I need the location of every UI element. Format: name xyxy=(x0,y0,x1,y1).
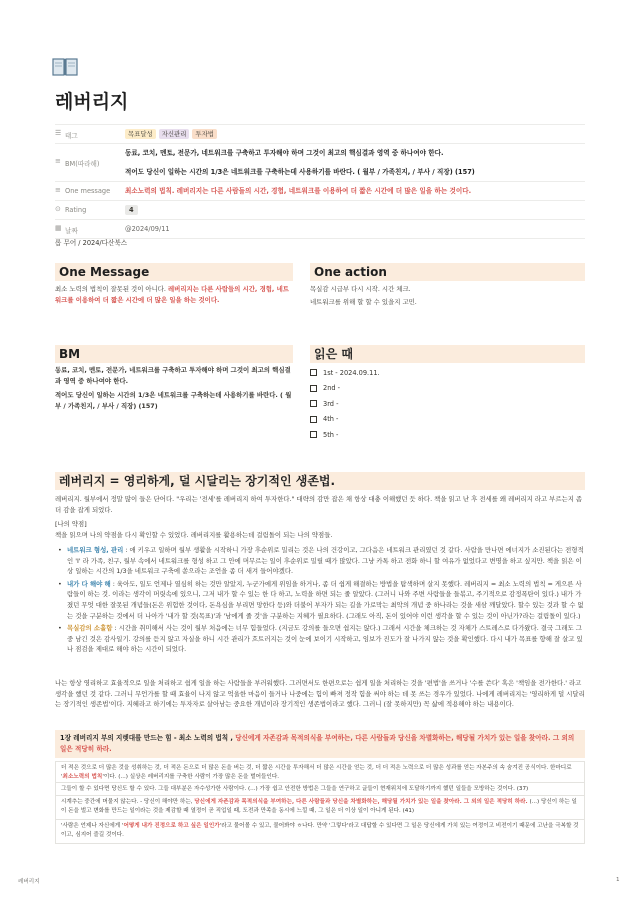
quote-block: '사람은 언제나 자신에게 '어떻게 내가 진정으로 하고 싶은 일인가'라고 물어볼 수 있고, 물어봐야 ㅎ나다. 만약 '그렇다'라고 대답할 수 있다면 그 일은 당신에게 가치 있는 여정이고 비전이기 때문에 고난을 극복할 것이고, 심지어 즐길 것이다. xyxy=(55,820,585,844)
property-date-label: 날짜 xyxy=(65,227,78,235)
list-item: • 내가 다 해야 해 : 육아도, 일도 언제나 열심히 하는 것만 알았지, 누군가에게 위임을 하거나, 좀 더 쉽게 해결하는 방법을 탐색하며 살지 못했다. 레버리지 = 최소 노력의 법칙 = 게으른 사람들이 하는 것. 이라는 생각이 머릿속에 있으니, 그저 내가 할 수 있는 한 다 하고, 노력을 하면 되는 줄 알았다. (그러니 나와 주변 사람들을 들볶고, 주기적으로 감정폭탄이 있다.) 내가 가졌던 무엇 대한 잘못된 개념들(돈은 위험한 것이다, 돈욕심을 부리면 망한다 등)와 더불어 부자가 되는 길을 가로막는 최악의 개념 중 하나라는 것을 새삼 깨달았다. 할수 있는 것과 할 수 없는 것을 구분하는 것에서 더 나아가 '내가 할 것(목표)'과 '남에게 줄 것'을 구분하는 지혜가 필요하다. (그래도 아직, 돈이 있어야 이런 생각을 할 수 있는 것이 아닌가?라는 걸림돌이 있다.) xyxy=(55,579,585,621)
date-value[interactable]: @2024/09/11 xyxy=(125,225,170,233)
one-action-line-1: 목실감 시급부 다시 시작. 시간 체크. xyxy=(310,285,411,293)
checkbox-icon[interactable] xyxy=(310,385,317,392)
tag-item[interactable]: 자신관리 xyxy=(159,129,190,139)
tag-item[interactable]: 투자법 xyxy=(192,129,217,139)
page-number: 1 xyxy=(616,877,620,883)
bm-text-2: 적어도 당신이 일하는 시간의 1/3은 네트워크를 구축하는데 사용하기를 바란다. ( 월부 / 가족친지, / 부사 / 직장) (157) xyxy=(55,391,292,410)
property-date-row[interactable] xyxy=(55,220,585,239)
one-message-heading: One Message xyxy=(55,263,293,281)
section-intro: 레버리지. 월부에서 정말 많이 들은 단어다. "우리는 '전세'를 레버리지 하여 투자한다." 대략의 감만 잡은 채 항상 대충 이해했던 듯 하다. 책을 읽고 난 후 전세를 왜 레버리지 라고 부르는지 좀 더 감을 잡게 되었다. xyxy=(55,495,583,514)
one-message-value: 최소노력의 법칙. 레버리지는 다른 사람들의 시간, 경험, 네트워크를 이용하여 더 짧은 시간에 더 많은 일을 하는 것이다. xyxy=(125,187,472,195)
breadcrumb: 롭 무어 / 2024/다산북스 xyxy=(55,239,128,247)
select-icon: ⊙ xyxy=(55,205,61,213)
checkbox-icon[interactable] xyxy=(310,400,317,407)
calendar-icon: ▦ xyxy=(55,224,62,232)
list-item: • 목실감의 소홀함 : 시간을 취미해서 사는 것이 월부 처음에는 너무 힘들었다. (지금도 강의를 들으면 쉽지는 않다.) 그래서 시간을 체크하는 것 자체가 스트레스로 다가왔다. 결국 그래도 그 중 남긴 것은 감사일기. 강의를 듣지 않고 자실을 하니 시간 관리가 흐트러지는 것이 눈에 보이기 시작하고, 임보가 진도가 잘 나가지 않는 것을 확인했다. 다시 내가 목표를 향해 잘 살고 있나 점검을 제대로 해야 하는 시간이 되었다. xyxy=(55,623,585,655)
read-checklist-item[interactable]: 5th - xyxy=(310,427,380,443)
property-bm-row[interactable] xyxy=(55,144,585,182)
property-bm-label: BM(따라해) xyxy=(65,160,100,168)
property-one-message-row[interactable] xyxy=(55,182,585,201)
bullet-icon: • xyxy=(58,546,62,554)
checkbox-icon[interactable] xyxy=(310,431,317,438)
section-heading: 레버리지 = 영리하게, 덜 시달리는 장기적인 생존법. xyxy=(55,472,585,490)
read-checklist-item[interactable]: 3rd - xyxy=(310,396,380,412)
checkbox-icon[interactable] xyxy=(310,369,317,376)
properties-table xyxy=(55,124,585,239)
bm-text-1: 동료, 코치, 멘토, 전문가, 네트워크를 구축하고 투자해야 하며 그것이 최고의 핵심결과 영역 중 하나여야 한다. xyxy=(125,149,444,157)
text-icon: ≡ xyxy=(55,186,61,194)
one-action-heading: One action xyxy=(310,263,585,281)
text-icon: ≡ xyxy=(55,157,61,165)
bm-text-1: 동료, 코치, 멘토, 전문가, 네트워크를 구축하고 투자해야 하며 그것이 최고의 핵심결과 영역 중 하나여야 한다. xyxy=(55,366,291,385)
checkbox-icon[interactable] xyxy=(310,416,317,423)
weakness-list xyxy=(55,545,585,657)
bm-heading: BM xyxy=(55,345,293,363)
bullet-icon: • xyxy=(58,579,62,588)
tag-list xyxy=(123,125,585,143)
book-emoji-icon xyxy=(52,56,78,78)
list-icon: ☰ xyxy=(55,129,62,137)
quote-block: 시계추는 중간에 머물지 않는다. - 당신이 해야만 하는, 당신에게 자존감과 목적의식을 부여하는, 다른 사람들과 당신을 차별화하는, 해당될 가치가 있는 일을 찾아라. 그 외의 일은 적당히 하라. (...) 당신이 하는 일이 돈을 벌고 변화를 만드는 일이라는 것을 제감할 때 열정이 곧 직업일 때, 도전과 만족을 동시에 느낄 때, 그 일은 더 이상 일이 아니게 된다. (41) xyxy=(55,796,585,820)
page-title: 레버리지 xyxy=(55,91,129,113)
read-when-heading: 읽은 때 xyxy=(310,345,585,363)
my-weak-text: 책을 읽으며 나의 약점을 다시 확인할 수 있었다. 레버리지를 활용하는데 걸림돌이 되는 나의 약점들. xyxy=(55,531,333,539)
section-closing: 나는 항상 영리하고 효율적으로 일을 처리하고 쉽게 일을 하는 사람들을 부러워했다. 그러면서도 한편으로는 쉽게 일을 처리하는 것을 '편법'을 쓰거나 '수를 쓴다' 혹은 '책임을 전가한다.' 라고 생각을 했던 것 같다. 그러니 무언가를 할 때 효율이 나지 않고 억울한 마음이 들거나 나중에는 힘이 빠져 정작 힘을 써야 하는 데 못 쓰는 경우가 있었다. 나에게 레버리지는 '영리하게 덜 시달리는 장기적인 생존법'이다. 지혜라고 하기에는 투자자로 살아남는 중요한 개념이라 장기적인 생존법이라고 했다. 그러니 (잘 못하지만) 꼭 삶에 적용해야 하는 내용이다. xyxy=(55,679,585,709)
bullet-icon: • xyxy=(58,624,62,633)
read-checklist-item[interactable]: 1st - 2024.09.11. xyxy=(310,365,380,381)
rating-value[interactable]: 4 xyxy=(125,205,138,215)
property-tag-label: 태그 xyxy=(65,132,78,140)
read-checklist-item[interactable]: 4th - xyxy=(310,412,380,428)
property-rating-row[interactable] xyxy=(55,201,585,220)
my-weak-label: [나의 약점] xyxy=(55,520,87,528)
chapter-callout: 1장 레버리지 부의 지렛대를 만드는 힘 - 최소 노력의 법칙 , 당신에게 자존감과 목적의식을 부여하는, 다른 사람들과 당신을 차별화하는, 해당될 가치가 있는 일을 찾아라. 그 외의 일은 적당히 하라. xyxy=(55,730,585,758)
read-checklist xyxy=(310,365,380,443)
property-rating-label: Rating xyxy=(65,206,87,214)
one-action-line-2: 네트워크를 위해 할 할 수 있을지 고민. xyxy=(310,298,417,306)
footer-title: 레버리지 xyxy=(18,879,40,885)
bm-text-2: 적어도 당신이 일하는 시간의 1/3은 네트워크를 구축하는데 사용하기를 바란다. ( 월부 / 가족친지, / 부사 / 직장) (157) xyxy=(125,168,475,176)
tag-item[interactable]: 목표달성 xyxy=(125,129,156,139)
one-message-text: 최소 노력의 법칙이 잘못된 것이 아니다. 레버리지는 다른 사람들의 시간, 경험, 네트워크를 이용하여 더 짧은 시간에 더 많은 일을 하는 것이다. xyxy=(55,285,289,304)
quote-block: 더 적은 것으로 더 많은 것을 성취하는 것, 더 적은 돈으로 더 많은 돈을 버는 것, 더 짧은 시간을 투자해서 더 많은 시간을 얻는 것, 더 더 적은 노력으로 더 많은 성과를 얻는 자본주의 속 숨겨진 공식이다. 한마디로 '최소노력의 법칙'이다. (...) 실상은 레버리지를 구축한 사람이 가장 많은 돈을 벌어들인다. xyxy=(55,761,585,783)
property-tag-row[interactable] xyxy=(55,125,585,144)
read-checklist-item[interactable]: 2nd - xyxy=(310,381,380,397)
quote-block: 그들이 할 수 있다면 당신도 할 수 있다. 그들 대부분은 자수성가한 사람이다. (...) 가장 쉽고 안전한 방법은 그들을 연구하고 글들이 현재위치에 도달하기까지 했던 일들을 모방하는 것이다. (37) xyxy=(55,783,585,796)
property-one-message-label: One message xyxy=(65,187,111,195)
list-item: • 네트워크 형성, 관리 : 애 키우고 일하며 월부 생활을 시작하니 가장 후순위로 밀리는 것은 나의 건강이고, 그다음은 네트워크 관리였던 것 같다. 사람을 만나면 에너지가 소진된다는 전형적인 'I' 라 가족, 친구, 월부 속에서 네트워크를 형성 하고 그 안에 머무르는 일이 후순위로 밀릴 때가 많았다. 그냥 카톡 하고 전화 하니 할 여유가 없었다고 변명을 하고 싶지만. 책을 읽은 이상 일하는 시간의 1/3을 네트워크 구축에 쏟으라는 조언을 좀 더 새겨 들어야겠다. xyxy=(55,545,585,577)
